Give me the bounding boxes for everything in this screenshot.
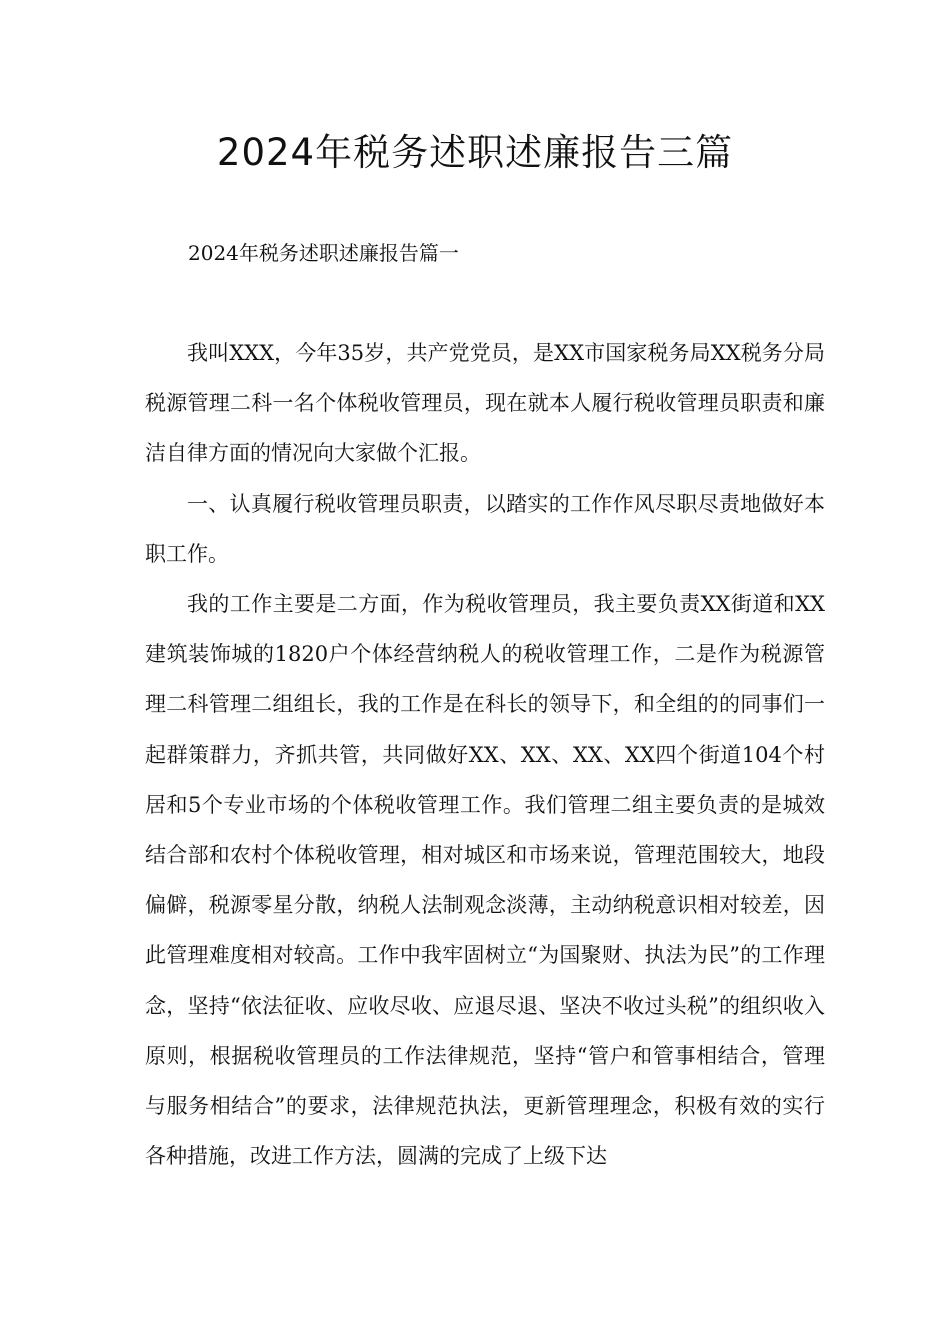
paragraph-heading-one: 一、认真履行税收管理员职责，以踏实的工作作风尽职尽责地做好本职工作。 — [145, 491, 825, 566]
document-title: 2024年税务述职述廉报告三篇 — [216, 131, 734, 174]
section-heading: 2024年税务述职述廉报告篇一 — [188, 241, 459, 265]
paragraph-intro: 我叫XXX，今年35岁，共产党党员，是XX市国家税务局XX税务分局税源管理二科一名个体税收管理员，现在就本人履行税收管理员职责和廉洁自律方面的情况向大家做个汇报。 — [145, 341, 825, 466]
paragraph-work-duties: 我的工作主要是二方面，作为税收管理员，我主要负责XX街道和XX建筑装饰城的1820户个体经营纳税人的税收管理工作，二是作为税源管理二科管理二组组长，我的工作是在科长的领导下，和全组的的同事们一起群策群力，齐抓共管，共同做好XX、XX、XX、XX四个街道104个村居和5个专业市场的个体税收管理工作。我们管理二组主要负责的是城效结合部和农村个体税收管理，相对城区和市场来说，管理范围较大，地段偏僻，税源零星分散，纳税人法制观念淡薄，主动纳税意识相对较差，因此管理难度相对较高。工作中我牢固树立“为国聚财、执法为民”的工作理念，坚持“依法征收、应收尽收、应退尽退、坚决不收过头税”的组织收入原则，根据税收管理员的工作法律规范，坚持“管户和管事相结合，管理与服务相结合”的要求，法律规范执法，更新管理理念，积极有效的实行各种措施，改进工作方法，圆满的完成了上级下达 — [145, 592, 825, 1169]
document-body — [145, 328, 825, 1181]
